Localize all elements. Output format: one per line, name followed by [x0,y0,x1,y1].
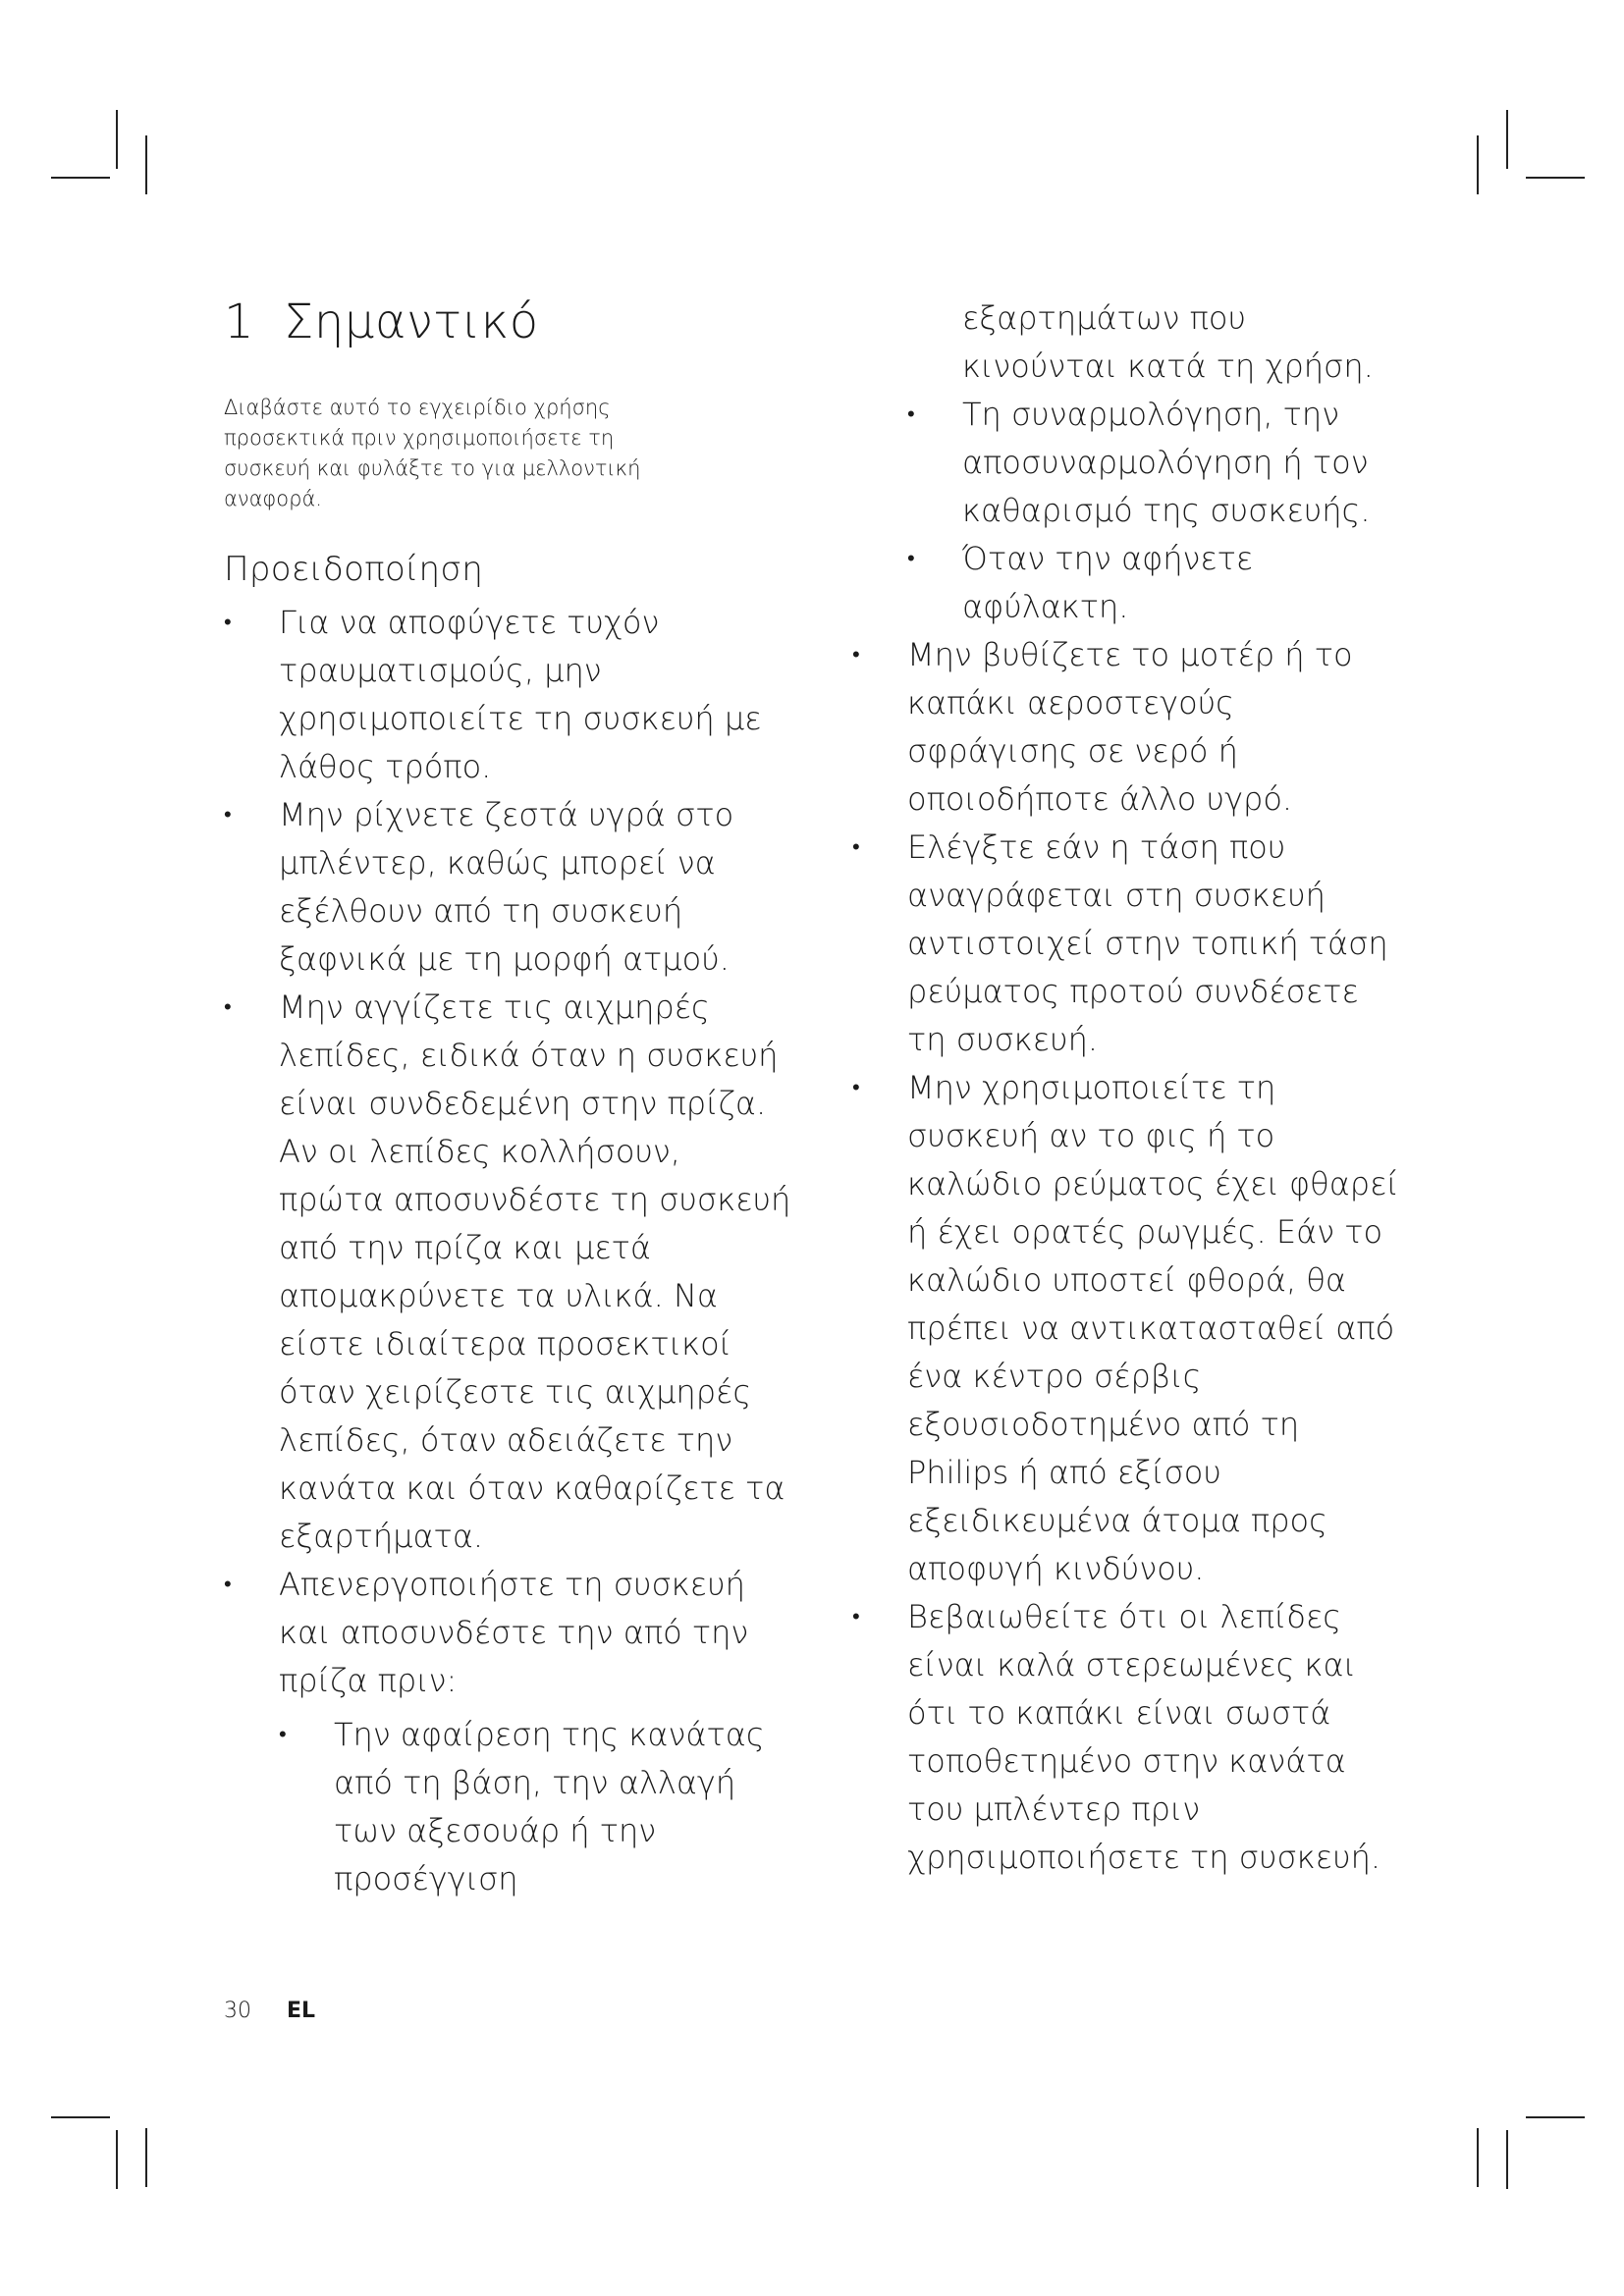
warning-heading: Προειδοποίηση [224,550,484,589]
crop-mark [1526,177,1585,179]
list-item: • Βεβαιωθείτε ότι οι λεπίδες είναι καλά στερεωμένες και ότι το καπάκι είναι σωστά τοποθετημένο στην κανάτα του μπλέντερ πριν χρησιμοποιήσετε τη συσκευή. [852,1593,1402,1882]
warning-list-continued [852,631,1402,1882]
crop-mark [1477,135,1479,194]
sub-list-item: • Όταν την αφήνετε αφύλακτη. [907,535,1402,631]
language-code: EL [287,1999,316,2023]
crop-mark [1477,2128,1479,2187]
sub-list-item: • Τη συναρμολόγηση, την αποσυναρμολόγηση ή τον καθαρισμό της συσκευής. [907,391,1402,535]
section-number: 1 [224,294,255,349]
warning-list [224,599,793,1903]
page-footer [224,1999,315,2023]
list-item: • Ελέγξτε εάν η τάση που αναγράφεται στη συσκευή αντιστοιχεί στην τοπική τάση ρεύματος προτού συνδέσετε τη συσκευή. [852,824,1402,1064]
crop-mark [145,2128,147,2187]
section-title: Σημαντικό [284,294,539,349]
list-item: • Μην χρησιμοποιείτε τη συσκευή αν το φις ή το καλώδιο ρεύματος έχει φθαρεί ή έχει ορατές ρωγμές. Εάν το καλώδιο υποστεί φθορά, θα πρέπει να αντικατασταθεί από ένα κέντρο σέρβις εξουσιοδοτημένο από τη Philips ή από εξίσου εξειδικευμένα άτομα προς αποφυγή κινδύνου. [852,1064,1402,1593]
crop-mark [51,2116,110,2118]
page-number: 30 [224,1999,251,2023]
list-item: • Μην αγγίζετε τις αιχμηρές λεπίδες, ειδικά όταν η συσκευή είναι συνδεδεμένη στην πρίζα. Αν οι λεπίδες κολλήσουν, πρώτα αποσυνδέστε τη συσκευή από την πρίζα και μετά απομακρύνετε τα υλικά. Να είστε ιδιαίτερα προσεκτικοί όταν χειρίζεστε τις αιχμηρές λεπίδες, όταν αδειάζετε την κανάτα και όταν καθαρίζετε τα εξαρτήματα. [224,984,793,1561]
sub-list-item-continuation: εξαρτημάτων που κινούνται κατά τη χρήση. [962,299,1374,385]
crop-mark [116,2130,118,2189]
section-heading [224,294,793,349]
list-item: • Για να αποφύγετε τυχόν τραυματισμούς, μην χρησιμοποιείτε τη συσκευή με λάθος τρόπο. [224,599,793,791]
right-column [852,294,1402,1882]
sub-list-item: • Την αφαίρεση της κανάτας από τη βάση, την αλλαγή των αξεσουάρ ή την προσέγγιση [279,1711,793,1903]
crop-mark [1526,2116,1585,2118]
sub-list [279,1711,793,1903]
intro-text: Διαβάστε αυτό το εγχειρίδιο χρήσης προσεκτικά πριν χρησιμοποιήσετε τη συσκευή και φυλάξτε το για μελλοντική αναφορά. [224,396,641,510]
list-item: • Μην βυθίζετε το μοτέρ ή το καπάκι αεροστεγούς σφράγισης σε νερό ή οποιοδήποτε άλλο υγρό. [852,631,1402,824]
sub-list-continued [907,391,1402,631]
crop-mark [1506,2130,1508,2189]
crop-mark [1506,110,1508,169]
list-item-text: Απενεργοποιήστε τη συσκευή και αποσυνδέστε την από την πρίζα πριν: [279,1566,749,1699]
crop-mark [116,110,118,169]
list-item [224,1561,793,1903]
left-column [224,294,793,1903]
crop-mark [51,177,110,179]
crop-mark [145,135,147,194]
list-item: • Μην ρίχνετε ζεστά υγρά στο μπλέντερ, καθώς μπορεί να εξέλθουν από τη συσκευή ξαφνικά με τη μορφή ατμού. [224,791,793,984]
